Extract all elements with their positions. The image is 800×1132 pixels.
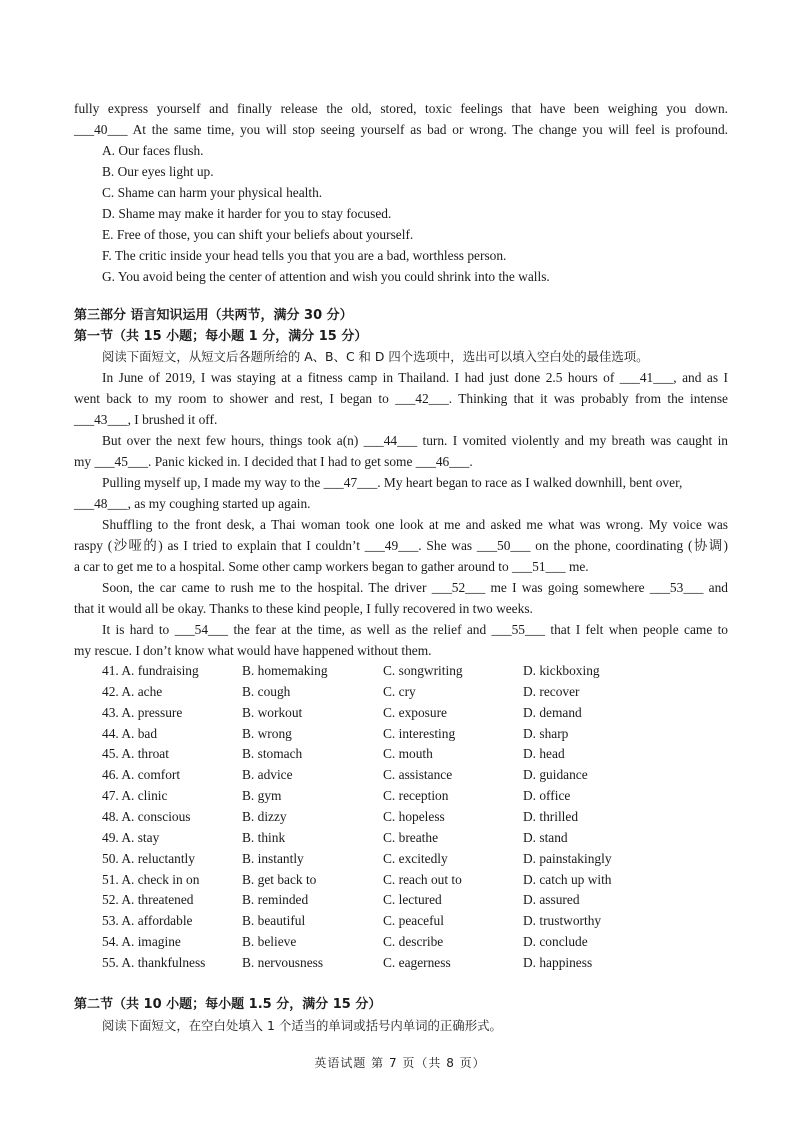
question-option-a: 53. A. affordable xyxy=(102,913,193,928)
passage-line: ___40___ At the same time, you will stop seeing yourself as bad or wrong. The change you will feel is profound. xyxy=(74,122,728,137)
question-option-c: C. songwriting xyxy=(383,663,463,678)
question-option-b: B. beautiful xyxy=(242,913,306,928)
section2-instruction: 阅读下面短文，在空白处填入 1 个适当的单词或括号内单词的正确形式。 xyxy=(102,1018,502,1033)
question-option-b: B. cough xyxy=(242,684,291,699)
question-option-d: D. assured xyxy=(523,892,580,907)
passage-line: my rescue. I don’t know what would have happened without them. xyxy=(74,643,432,658)
question-option-a: 49. A. stay xyxy=(102,830,160,845)
passage-line: But over the next few hours, things took a(n) ___44___ turn. I vomited violently and my breath was caught in xyxy=(102,433,728,448)
option-g: G. You avoid being the center of attention and wish you could shrink into the walls. xyxy=(102,269,550,284)
question-option-b: B. think xyxy=(242,830,286,845)
question-option-b: B. homemaking xyxy=(242,663,328,678)
section2-title: 第二节（共 10 小题；每小题 1.5 分，满分 15 分） xyxy=(74,997,382,1012)
question-option-d: D. conclude xyxy=(523,934,588,949)
question-option-c: C. breathe xyxy=(383,830,439,845)
question-option-b: B. nervousness xyxy=(242,955,324,970)
passage-line: Shuffling to the front desk, a Thai woman took one look at me and asked me what was wrong. My voice was xyxy=(102,517,728,532)
question-option-c: C. interesting xyxy=(383,726,456,741)
question-option-d: D. demand xyxy=(523,705,582,720)
question-option-d: D. office xyxy=(523,788,571,803)
question-option-c: C. peaceful xyxy=(383,913,444,928)
question-option-c: C. cry xyxy=(383,684,416,699)
option-a: A. Our faces flush. xyxy=(102,143,204,158)
question-option-c: C. assistance xyxy=(383,767,453,782)
question-option-a: 55. A. thankfulness xyxy=(102,955,206,970)
passage-line: a car to get me to a hospital. Some other camp workers began to gather around to ___51___ me. xyxy=(74,559,589,574)
passage-line: fully express yourself and finally release the old, stored, toxic feelings that have been weighing you down. xyxy=(74,101,728,116)
passage-line: my ___45___. Panic kicked in. I decided that I had to get some ___46___. xyxy=(74,454,473,469)
question-option-a: 45. A. throat xyxy=(102,746,169,761)
option-c: C. Shame can harm your physical health. xyxy=(102,185,323,200)
page-footer: 英语试题 第 7 页（共 8 页） xyxy=(314,1056,486,1070)
passage-line: Pulling myself up, I made my way to the ___47___. My heart began to race as I walked downhill, bent over, xyxy=(102,475,683,490)
question-option-b: B. believe xyxy=(242,934,297,949)
passage-line: ___43___, I brushed it off. xyxy=(74,412,218,427)
passage-line: Soon, the car came to rush me to the hospital. The driver ___52___ me I was going somewhere ___53___ and xyxy=(102,580,728,595)
passage-line: went back to my room to shower and rest, I began to ___42___. Thinking that it was probably from the intense xyxy=(74,391,728,406)
question-option-b: B. wrong xyxy=(242,726,292,741)
section1-title: 第一节（共 15 小题；每小题 1 分，满分 15 分） xyxy=(74,329,368,344)
question-option-c: C. reception xyxy=(383,788,449,803)
question-option-b: B. get back to xyxy=(242,872,317,887)
question-option-d: D. kickboxing xyxy=(523,663,600,678)
question-option-a: 47. A. clinic xyxy=(102,788,168,803)
passage-line: ___48___, as my coughing started up again. xyxy=(74,496,311,511)
question-option-a: 51. A. check in on xyxy=(102,872,200,887)
question-option-d: D. head xyxy=(523,746,565,761)
question-option-b: B. stomach xyxy=(242,746,303,761)
question-option-a: 42. A. ache xyxy=(102,684,163,699)
question-option-a: 54. A. imagine xyxy=(102,934,181,949)
question-option-b: B. workout xyxy=(242,705,303,720)
question-option-d: D. stand xyxy=(523,830,568,845)
option-e: E. Free of those, you can shift your beliefs about yourself. xyxy=(102,227,414,242)
question-option-d: D. trustworthy xyxy=(523,913,602,928)
question-option-c: C. mouth xyxy=(383,746,433,761)
question-option-b: B. instantly xyxy=(242,851,304,866)
question-option-c: C. hopeless xyxy=(383,809,445,824)
question-option-a: 50. A. reluctantly xyxy=(102,851,195,866)
question-option-c: C. eagerness xyxy=(383,955,451,970)
question-option-a: 52. A. threatened xyxy=(102,892,194,907)
question-option-a: 41. A. fundraising xyxy=(102,663,199,678)
question-option-b: B. dizzy xyxy=(242,809,287,824)
question-option-d: D. sharp xyxy=(523,726,569,741)
question-option-d: D. happiness xyxy=(523,955,593,970)
question-option-b: B. gym xyxy=(242,788,282,803)
question-option-c: C. reach out to xyxy=(383,872,462,887)
question-option-d: D. painstakingly xyxy=(523,851,612,866)
question-option-a: 48. A. conscious xyxy=(102,809,191,824)
passage-line: that it would all be okay. Thanks to these kind people, I fully recovered in two weeks. xyxy=(74,601,533,616)
question-option-c: C. excitedly xyxy=(383,851,448,866)
question-option-d: D. thrilled xyxy=(523,809,579,824)
question-option-a: 44. A. bad xyxy=(102,726,158,741)
question-option-c: C. exposure xyxy=(383,705,447,720)
option-d: D. Shame may make it harder for you to stay focused. xyxy=(102,206,392,221)
question-option-c: C. describe xyxy=(383,934,444,949)
option-f: F. The critic inside your head tells you that you are a bad, worthless person. xyxy=(102,248,507,263)
question-option-a: 43. A. pressure xyxy=(102,705,183,720)
question-option-d: D. catch up with xyxy=(523,872,612,887)
question-option-d: D. guidance xyxy=(523,767,588,782)
question-option-b: B. advice xyxy=(242,767,293,782)
question-option-d: D. recover xyxy=(523,684,580,699)
question-option-c: C. lectured xyxy=(383,892,442,907)
section1-instruction: 阅读下面短文，从短文后各题所给的 A、B、C 和 D 四个选项中，选出可以填入空白处的最佳选项。 xyxy=(102,349,649,364)
passage-line: In June of 2019, I was staying at a fitness camp in Thailand. I had just done 2.5 hours of ___41___, and as I xyxy=(102,370,728,385)
question-option-a: 46. A. comfort xyxy=(102,767,181,782)
question-option-b: B. reminded xyxy=(242,892,309,907)
part3-title: 第三部分 语言知识运用（共两节，满分 30 分） xyxy=(74,308,353,323)
passage-line: It is hard to ___54___ the fear at the time, as well as the relief and ___55___ that I felt when people came to xyxy=(102,622,728,637)
option-b: B. Our eyes light up. xyxy=(102,164,214,179)
passage-line: raspy (沙哑的) as I tried to explain that I couldn’t ___49___. She was ___50___ on the phone, coordinating (协调) xyxy=(74,538,728,553)
